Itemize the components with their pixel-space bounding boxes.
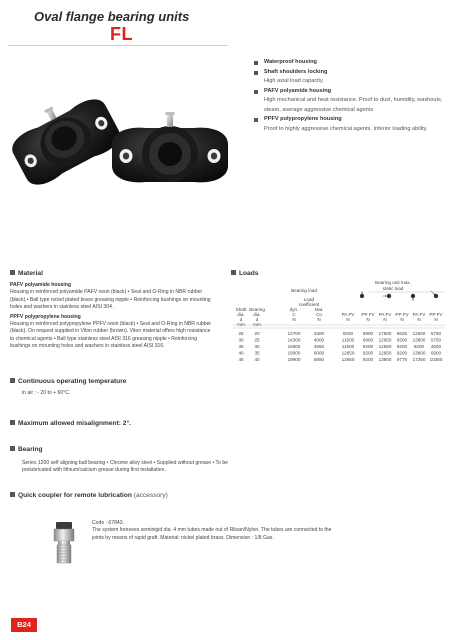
- bullet-icon: [10, 492, 15, 497]
- material-block: [10, 282, 215, 353]
- svg-text:C: C: [292, 312, 296, 317]
- svg-text:PA FV: PA FV: [412, 312, 426, 317]
- table-cell: 6900: [362, 331, 374, 336]
- loads-table: [231, 278, 449, 368]
- table-cell: 4000: [313, 337, 325, 343]
- table-cell: 20: [254, 331, 260, 336]
- svg-text:PP FV: PP FV: [429, 312, 443, 317]
- page-number: B24: [11, 618, 37, 632]
- page-title: Oval flange bearing units: [34, 9, 190, 24]
- bearing-text: Series 1200 self aligning ball bearing • Chrome alloy steel • Supplied without grease • To be prelubricated with lithium/calcium grease during first installation.: [22, 460, 229, 474]
- feature-item: [254, 87, 444, 116]
- table-cell: 9200: [396, 337, 408, 343]
- unit-load-label: Bearing unit max.: [375, 280, 411, 285]
- temperature-text: in air : - 20 to + 60°C.: [22, 390, 71, 396]
- table-cell: 17250: [412, 357, 426, 362]
- bullet-icon: [10, 378, 15, 383]
- feature-desc: High axial load capacity.: [264, 78, 324, 84]
- quick-coupler-photo: [48, 520, 80, 566]
- page-header: [0, 0, 228, 52]
- svg-text:PA FV: PA FV: [378, 312, 392, 317]
- table-cell: 17500: [378, 331, 392, 336]
- feature-item: [254, 115, 444, 134]
- table-cell: 4650: [313, 344, 325, 349]
- svg-text:N: N: [317, 317, 321, 322]
- loads-title: Loads: [231, 270, 258, 277]
- table-cell: 9200: [362, 357, 374, 362]
- svg-text:Load: Load: [303, 297, 315, 302]
- svg-text:mm: mm: [253, 322, 261, 327]
- svg-text:N: N: [400, 317, 404, 322]
- bearing-title: Bearing: [10, 446, 43, 453]
- svg-text:N: N: [434, 317, 438, 322]
- svg-text:dia.: dia.: [237, 312, 245, 317]
- table-cell: 9200: [342, 331, 354, 336]
- table-cell: 11500: [341, 344, 355, 349]
- table-cell: 13800: [412, 350, 426, 356]
- table-cell: 5750: [430, 331, 442, 336]
- table-cell: 35: [238, 344, 244, 349]
- table-cell: 9200: [396, 344, 408, 349]
- table-cell: 6900: [430, 350, 442, 356]
- table-cell: 12650: [412, 331, 426, 336]
- table-cell: 6000: [313, 350, 325, 356]
- table-cell: 9200: [362, 344, 374, 349]
- table-cell: 3400: [313, 331, 325, 336]
- feature-list: [254, 58, 444, 134]
- table-cell: 25: [254, 337, 260, 343]
- bearing-load-label: Bearing load: [291, 288, 317, 293]
- table-cell: 40: [238, 350, 244, 356]
- table-cell: 30: [254, 344, 260, 349]
- feature-item: [254, 68, 444, 87]
- feature-head: Waterproof housing: [264, 59, 317, 65]
- table-cell: 19900: [287, 357, 301, 362]
- svg-text:stat.: stat.: [314, 307, 324, 312]
- table-cell: 14300: [287, 337, 301, 343]
- table-cell: 11500: [341, 337, 355, 343]
- table-cell: 12650: [378, 350, 392, 356]
- ppfv-head: PPFV polypropylene housing: [10, 313, 81, 320]
- table-cell: 40: [254, 357, 260, 362]
- unit-load-label-2: static load: [382, 286, 404, 291]
- table-cell: 13800: [378, 357, 392, 362]
- table-cell: 9200: [362, 350, 374, 356]
- table-cell: 10350: [429, 357, 443, 362]
- coupler-title-note: (accessory): [133, 492, 168, 499]
- table-cell: 12650: [341, 350, 355, 356]
- table-cell: 30: [238, 337, 244, 343]
- table-cell: 35: [254, 350, 260, 356]
- table-cell: 12650: [378, 337, 392, 343]
- coupler-description: [92, 520, 332, 542]
- coupler-code: Code : 67843.: [92, 520, 125, 526]
- svg-text:Shaft: Shaft: [235, 307, 247, 312]
- table-cell: 6900: [362, 337, 374, 343]
- svg-text:d: d: [255, 317, 259, 322]
- ppfv-text: Housing in reinforced polypropylene PPFV resin (black) • Seal and O-Ring in NBR rubber (black). On request supplied in Viton rubber (brown). Viton material offers high resistance to chemical agents • Ball type stainless steel AISI 316 greasing nipple • Reinforcing bushings on mounting holes and washers in stainless steel AISI 316.: [10, 321, 212, 350]
- bullet-icon: [254, 61, 258, 65]
- pafv-head: PAFV polyamide housing: [10, 282, 72, 288]
- svg-text:dyn.: dyn.: [289, 307, 299, 312]
- table-cell: 5750: [430, 337, 442, 343]
- bullet-icon: [254, 71, 258, 75]
- table-cell: 19000: [287, 350, 301, 356]
- header-edge: [0, 0, 8, 52]
- bullet-icon: [10, 420, 15, 425]
- svg-text:N: N: [417, 317, 421, 322]
- table-cell: 45: [238, 357, 244, 362]
- table-cell: 4600: [430, 344, 442, 349]
- table-cell: 15600: [287, 344, 301, 349]
- product-photo-left: [10, 84, 125, 191]
- feature-desc: Proof to highly aggressive chemical agents. Inferior loading ability.: [264, 125, 428, 132]
- table-cell: 12700: [287, 331, 301, 336]
- svg-text:d: d: [239, 317, 243, 322]
- table-cell: 8625: [396, 331, 408, 336]
- svg-text:Co: Co: [316, 312, 322, 317]
- product-photo-right: [112, 112, 228, 182]
- material-title: Material: [10, 270, 43, 277]
- svg-text:PP FV: PP FV: [395, 312, 409, 317]
- table-cell: 25: [238, 331, 244, 336]
- feature-item: [254, 58, 444, 68]
- coupler-title: Quick coupler for remote lubrication (accessory): [10, 492, 168, 499]
- svg-text:coefficient: coefficient: [298, 302, 320, 307]
- svg-text:N: N: [292, 317, 296, 322]
- bullet-icon: [254, 90, 258, 94]
- product-code: FL: [110, 24, 133, 44]
- svg-text:Bearing: Bearing: [249, 307, 265, 312]
- pafv-text: Housing in reinforced polyamide PAFV resin (black) • Seal and O-Ring in NBR rubber (black) • Ball type nickel plated brass greasing nipple • Reinforcing bushings on mounting holes and washers in stainless steel AISI 304 .: [10, 289, 211, 311]
- svg-text:PP FV: PP FV: [361, 312, 375, 317]
- load-arrow-up-icon: [411, 294, 415, 301]
- table-cell: 6850: [313, 357, 325, 362]
- bullet-icon: [254, 118, 258, 122]
- table-cell: 12650: [341, 357, 355, 362]
- bullet-icon: [231, 270, 236, 275]
- temperature-title: Continuous operating temperature: [10, 378, 126, 385]
- svg-text:N: N: [383, 317, 387, 322]
- table-cell: 9200: [396, 350, 408, 356]
- feature-head: PPFV polypropylene housing: [264, 116, 342, 122]
- coupler-text: The system foresees seminigid dia. 4 mm tubes made out of Rilsan/Nylon. The tubes are connected to the joints by means of rapid graft. Material: nickel plated brass. Dimension : 1/8 Gas.: [92, 527, 332, 541]
- svg-text:N: N: [366, 317, 370, 322]
- svg-text:N: N: [346, 317, 350, 322]
- load-arrow-side-icon: [383, 294, 391, 298]
- misalignment-title: Maximum allowed misalignment: 2°.: [10, 420, 131, 427]
- table-cell: 12650: [378, 344, 392, 349]
- table-cell: 9775: [396, 357, 408, 362]
- feature-head: PAFV polyamide housing: [264, 87, 332, 94]
- svg-text:mm: mm: [237, 322, 245, 327]
- bullet-icon: [10, 446, 15, 451]
- feature-desc: High mechanical and heat resistance. Proof to dust, humidity, washouts, steam, average aggressive chemical agents: [264, 97, 443, 113]
- feature-head: Shaft shoulders locking: [264, 68, 328, 75]
- svg-text:PA FV: PA FV: [341, 312, 355, 317]
- table-cell: 9200: [413, 344, 425, 349]
- load-arrow-down-icon: [360, 291, 364, 298]
- bullet-icon: [10, 270, 15, 275]
- product-photos: [10, 80, 230, 210]
- svg-text:dia.: dia.: [253, 312, 261, 317]
- table-cell: 13800: [412, 337, 426, 343]
